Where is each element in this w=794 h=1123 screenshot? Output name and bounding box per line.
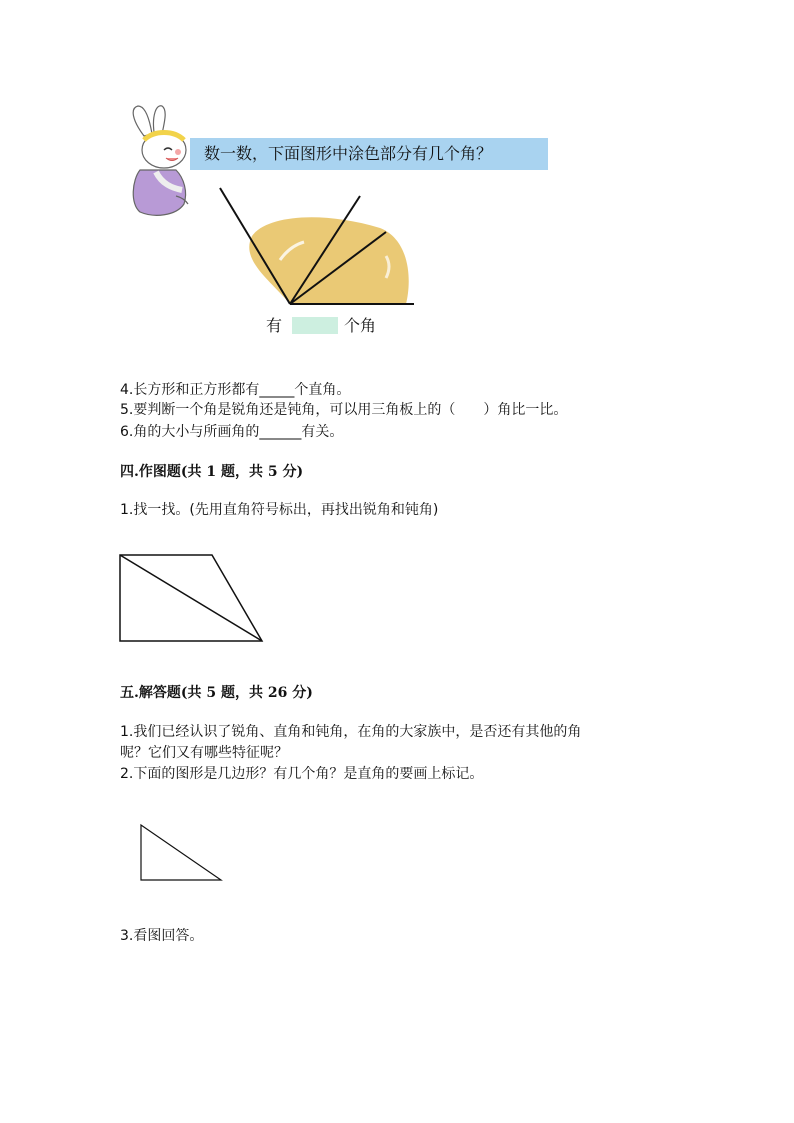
trapezoid-diagonal — [120, 555, 262, 641]
right-triangle-figure — [138, 823, 224, 883]
rabbit-mascot-illustration — [126, 100, 196, 220]
shaded-region — [249, 217, 408, 304]
banner-text: 数一数，下面图形中涂色部分有几个角？ — [204, 144, 493, 163]
section-5-question-2: 2.下面的图形是几边形？有几个角？是直角的要画上标记。 — [120, 766, 484, 782]
answer-prefix: 有 — [266, 316, 283, 335]
shaded-angles-figure — [210, 180, 430, 312]
section-5-question-3: 3.看图回答。 — [120, 928, 204, 944]
section-4-heading: 四.作图题(共 1 题，共 5 分) — [120, 464, 304, 480]
question-banner — [190, 138, 548, 170]
answer-box[interactable] — [292, 317, 338, 334]
question-4: 4.长方形和正方形都有_____个直角。 — [120, 382, 351, 398]
section-4-question-1: 1.找一找。(先用直角符号标出，再找出锐角和钝角) — [120, 502, 439, 518]
trapezoid-figure — [118, 553, 266, 645]
section-5-question-1-line-2: 呢？它们又有哪些特征呢？ — [120, 745, 288, 761]
section-5-heading: 五.解答题(共 5 题，共 26 分) — [120, 685, 313, 701]
question-5: 5.要判断一个角是锐角还是钝角，可以用三角板上的（ ）角比一比。 — [120, 402, 568, 418]
section-5-question-1-line-1: 1.我们已经认识了锐角、直角和钝角，在角的大家族中，是否还有其他的角 — [120, 724, 582, 740]
answer-suffix: 个角 — [344, 316, 377, 335]
question-6: 6.角的大小与所画角的______有关。 — [120, 424, 344, 440]
